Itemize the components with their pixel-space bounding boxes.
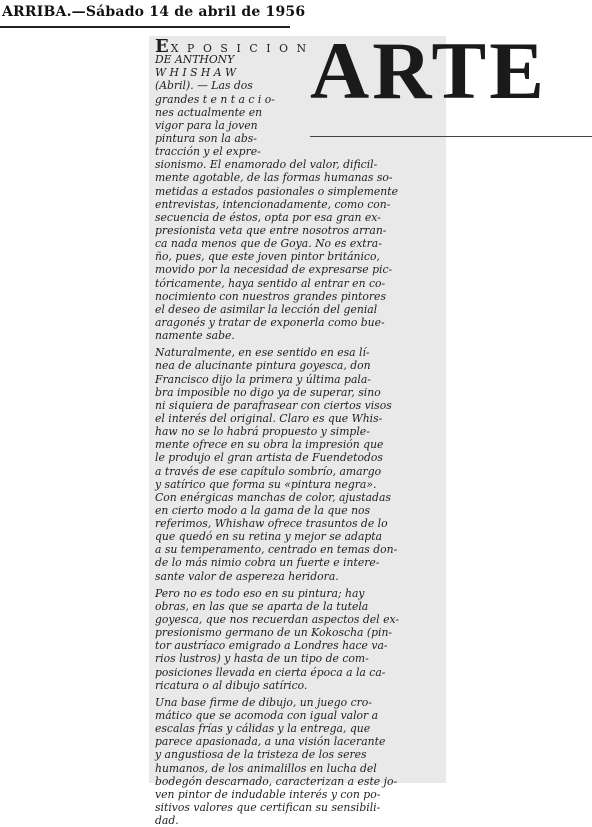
article-line: E X P O S I C I O N xyxy=(155,36,309,57)
article-line: obras, en las que se aparta de la tutela xyxy=(155,599,369,613)
article-line: metidas a estados pasionales o simplemente xyxy=(155,184,398,198)
article-line: el interés del original. Claro es que Whis- xyxy=(155,411,383,425)
article-line: entrevistas, intencionadamente, como con- xyxy=(155,197,391,211)
article-line: namente sabe. xyxy=(155,329,235,343)
article-line: tracción y el expre- xyxy=(155,145,261,159)
article-line: ca nada menos que de Goya. No es extra- xyxy=(155,237,382,251)
article-line: aragonés y tratar de exponerla como bue- xyxy=(155,315,385,329)
article-line: (Abril). — Las dos xyxy=(155,79,253,93)
article-line: presionismo germano de un Kokoscha (pin- xyxy=(155,626,393,640)
article-line: mente ofrece en su obra la impresión que xyxy=(155,438,384,452)
article-line: goyesca, que nos recuerdan aspectos del ex- xyxy=(155,613,400,627)
article-line: en cierto modo a la gama de la que nos xyxy=(155,503,371,517)
article-line: sionismo. El enamorado del valor, dificil- xyxy=(155,158,378,172)
article-line: ño, pues, que este joven pintor británico, xyxy=(155,250,380,264)
article-line: DE ANTHONY xyxy=(155,53,235,67)
article-line: nes actualmente en xyxy=(155,105,263,119)
article-line: tor austríaco emigrado a Londres hace va- xyxy=(155,639,388,653)
article-line: W H I S H A W xyxy=(155,66,237,80)
article-line: Naturalmente, en ese sentido en esa lí- xyxy=(155,346,370,360)
drop-cap: E xyxy=(155,36,169,57)
article-line: que quedó en su retina y mejor se adapta xyxy=(155,530,383,544)
article-line: posiciones llevada en cierta época a la ca- xyxy=(155,665,386,679)
article-line: de lo más nimio cobra un fuerte e intere- xyxy=(155,556,380,570)
article-line: y angustiosa de la tristeza de los seres xyxy=(155,748,367,762)
article-line: Con enérgicas manchas de color, ajustadas xyxy=(155,490,391,504)
article-body xyxy=(155,36,441,827)
article-line: le produjo el gran artista de Fuendetodos xyxy=(155,451,383,465)
section-headline: ARTE xyxy=(310,25,547,116)
article-line: tóricamente, haya sentido al entrar en co- xyxy=(155,276,386,290)
article-line: movido por la necesidad de expresarse pic- xyxy=(155,263,393,277)
article-line: Francisco dijo la primera y última pala- xyxy=(155,372,371,386)
article-line: vigor para la joven xyxy=(155,118,258,132)
article-line: secuencia de éstos, opta por esa gran ex- xyxy=(155,210,381,224)
article-line: ricatura o al dibujo satírico. xyxy=(155,678,308,692)
article-line: nea de alucinante pintura goyesca, don xyxy=(155,359,371,373)
article-line: a su temperamento, centrado en temas don- xyxy=(155,543,398,557)
article-line: sante valor de aspereza heridora. xyxy=(155,569,339,583)
article-line: y satírico que forma su «pintura negra». xyxy=(155,477,377,491)
article-line: nocimiento con nuestros grandes pintores xyxy=(155,289,386,303)
article-line: sitivos valores que certifican su sensibili- xyxy=(155,801,381,815)
article-line: referimos, Whishaw ofrece trasuntos de lo xyxy=(155,517,388,531)
article-line: el deseo de asimilar la lección del genial xyxy=(155,302,378,316)
article-line: haw no se lo habrá propuesto y simple- xyxy=(155,425,370,439)
article-line: mente agotable, de las formas humanas so- xyxy=(155,171,393,185)
article-line: ni siquiera de parafrasear con ciertos visos xyxy=(155,398,392,412)
newspaper-masthead xyxy=(0,0,306,28)
article-line: pintura son la abs- xyxy=(155,131,257,145)
article-line: Una base firme de dibujo, un juego cro- xyxy=(155,695,372,709)
article-line: a través de ese capítulo sombrío, amargo xyxy=(155,464,382,478)
article-line: ven pintor de indudable interés y con po- xyxy=(155,787,381,801)
article-line: mático que se acomoda con igual valor a xyxy=(155,709,379,723)
article-line: escalas frías y cálidas y la entrega, que xyxy=(155,722,371,736)
article-line: bodegón descarnado, caracterizan a este jo- xyxy=(155,774,398,788)
article-line: grandes t e n t a c i o- xyxy=(155,92,275,106)
article-line: humanos, de los animalillos en lucha del xyxy=(155,761,377,775)
article-line: bra imposible no digo ya de superar, sino xyxy=(155,385,381,399)
article-line: Pero no es todo eso en su pintura; hay xyxy=(155,586,365,600)
article-line: dad. xyxy=(155,814,179,827)
article-line: presionista veta que entre nosotros arran- xyxy=(155,223,387,237)
article-line: rios lustros) y hasta de un tipo de com- xyxy=(155,652,369,666)
masthead-date-line: ARRIBA.—Sábado 14 de abril de 1956 xyxy=(2,4,306,20)
article-line: parece apasionada, a una visión lacerante xyxy=(155,735,386,749)
